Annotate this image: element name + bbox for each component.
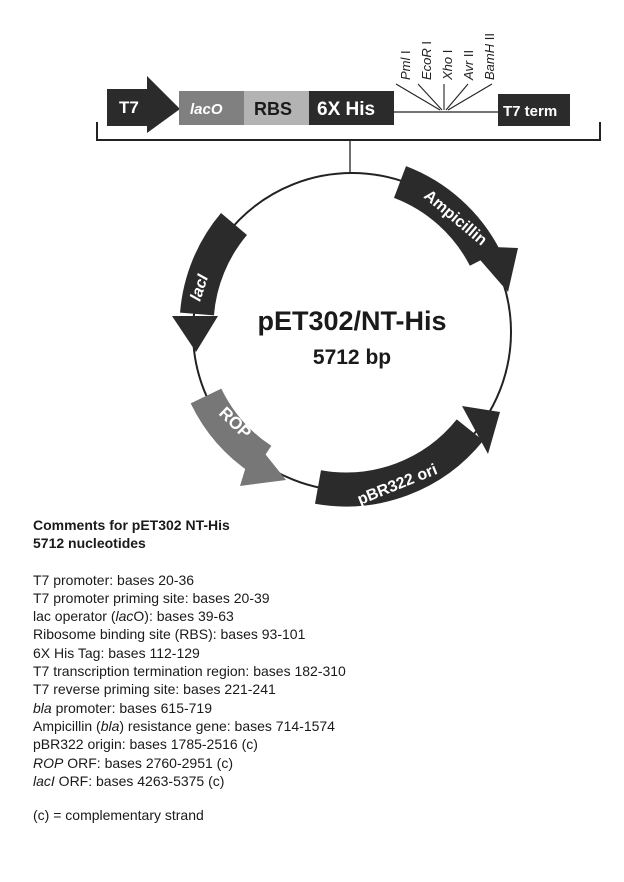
rop-label: ROP bbox=[215, 403, 255, 443]
expression-cassette bbox=[97, 33, 600, 174]
feature-line: Ribosome binding site (RBS): bases 93-101 bbox=[33, 626, 306, 643]
comments-title: Comments for pET302 NT-His bbox=[33, 517, 230, 533]
laco-label: lacO bbox=[190, 101, 223, 118]
feature-line: 6X His Tag: bases 112-129 bbox=[33, 644, 200, 661]
laci-label: lacI bbox=[187, 272, 213, 304]
ampicillin-label: Ampicillin bbox=[420, 187, 490, 250]
site-pml: Pml I bbox=[398, 50, 413, 80]
feature-line: bla promoter: bases 615-719 bbox=[33, 699, 213, 716]
restriction-sites bbox=[396, 84, 492, 110]
site-xho: Xho I bbox=[440, 49, 455, 80]
feature-line: lac operator (lacO): bases 39-63 bbox=[33, 608, 234, 625]
footnote: (c) = complementary strand bbox=[33, 807, 204, 824]
feature-line: Ampicillin (bla) resistance gene: bases 714-1574 bbox=[33, 717, 335, 734]
feature-line: T7 reverse priming site: bases 221-241 bbox=[33, 681, 276, 698]
t7-label: T7 bbox=[119, 98, 139, 117]
his-tag-label: 6X His bbox=[317, 99, 376, 120]
feature-line: T7 promoter: bases 20-36 bbox=[33, 571, 195, 588]
ampicillin-arrow-head bbox=[468, 246, 518, 292]
rbs-label: RBS bbox=[254, 99, 293, 119]
comments-subtitle: 5712 nucleotides bbox=[33, 535, 146, 552]
feature-line: T7 transcription termination region: bases 182-310 bbox=[33, 663, 346, 680]
ori-label: pBR322 ori bbox=[355, 461, 440, 509]
t7-term-label: T7 term bbox=[503, 103, 558, 120]
site-ecor: EcoR I bbox=[419, 40, 434, 80]
t7-promoter-arrow bbox=[107, 76, 180, 133]
feature-line: pBR322 origin: bases 1785-2516 (c) bbox=[33, 736, 258, 753]
feature-line: lacI ORF: bases 4263-5375 (c) bbox=[33, 772, 225, 789]
laci-arrow-head bbox=[172, 316, 218, 352]
plasmid-size: 5712 bp bbox=[312, 346, 392, 369]
site-bamh: BamH II bbox=[482, 33, 497, 80]
feature-line: T7 promoter priming site: bases 20-39 bbox=[33, 589, 270, 606]
comments-section bbox=[33, 516, 593, 824]
plasmid-name: pET302/NT-His bbox=[257, 306, 447, 336]
feature-line: ROP ORF: bases 2760-2951 (c) bbox=[33, 754, 233, 771]
site-avr: Avr II bbox=[461, 49, 476, 80]
